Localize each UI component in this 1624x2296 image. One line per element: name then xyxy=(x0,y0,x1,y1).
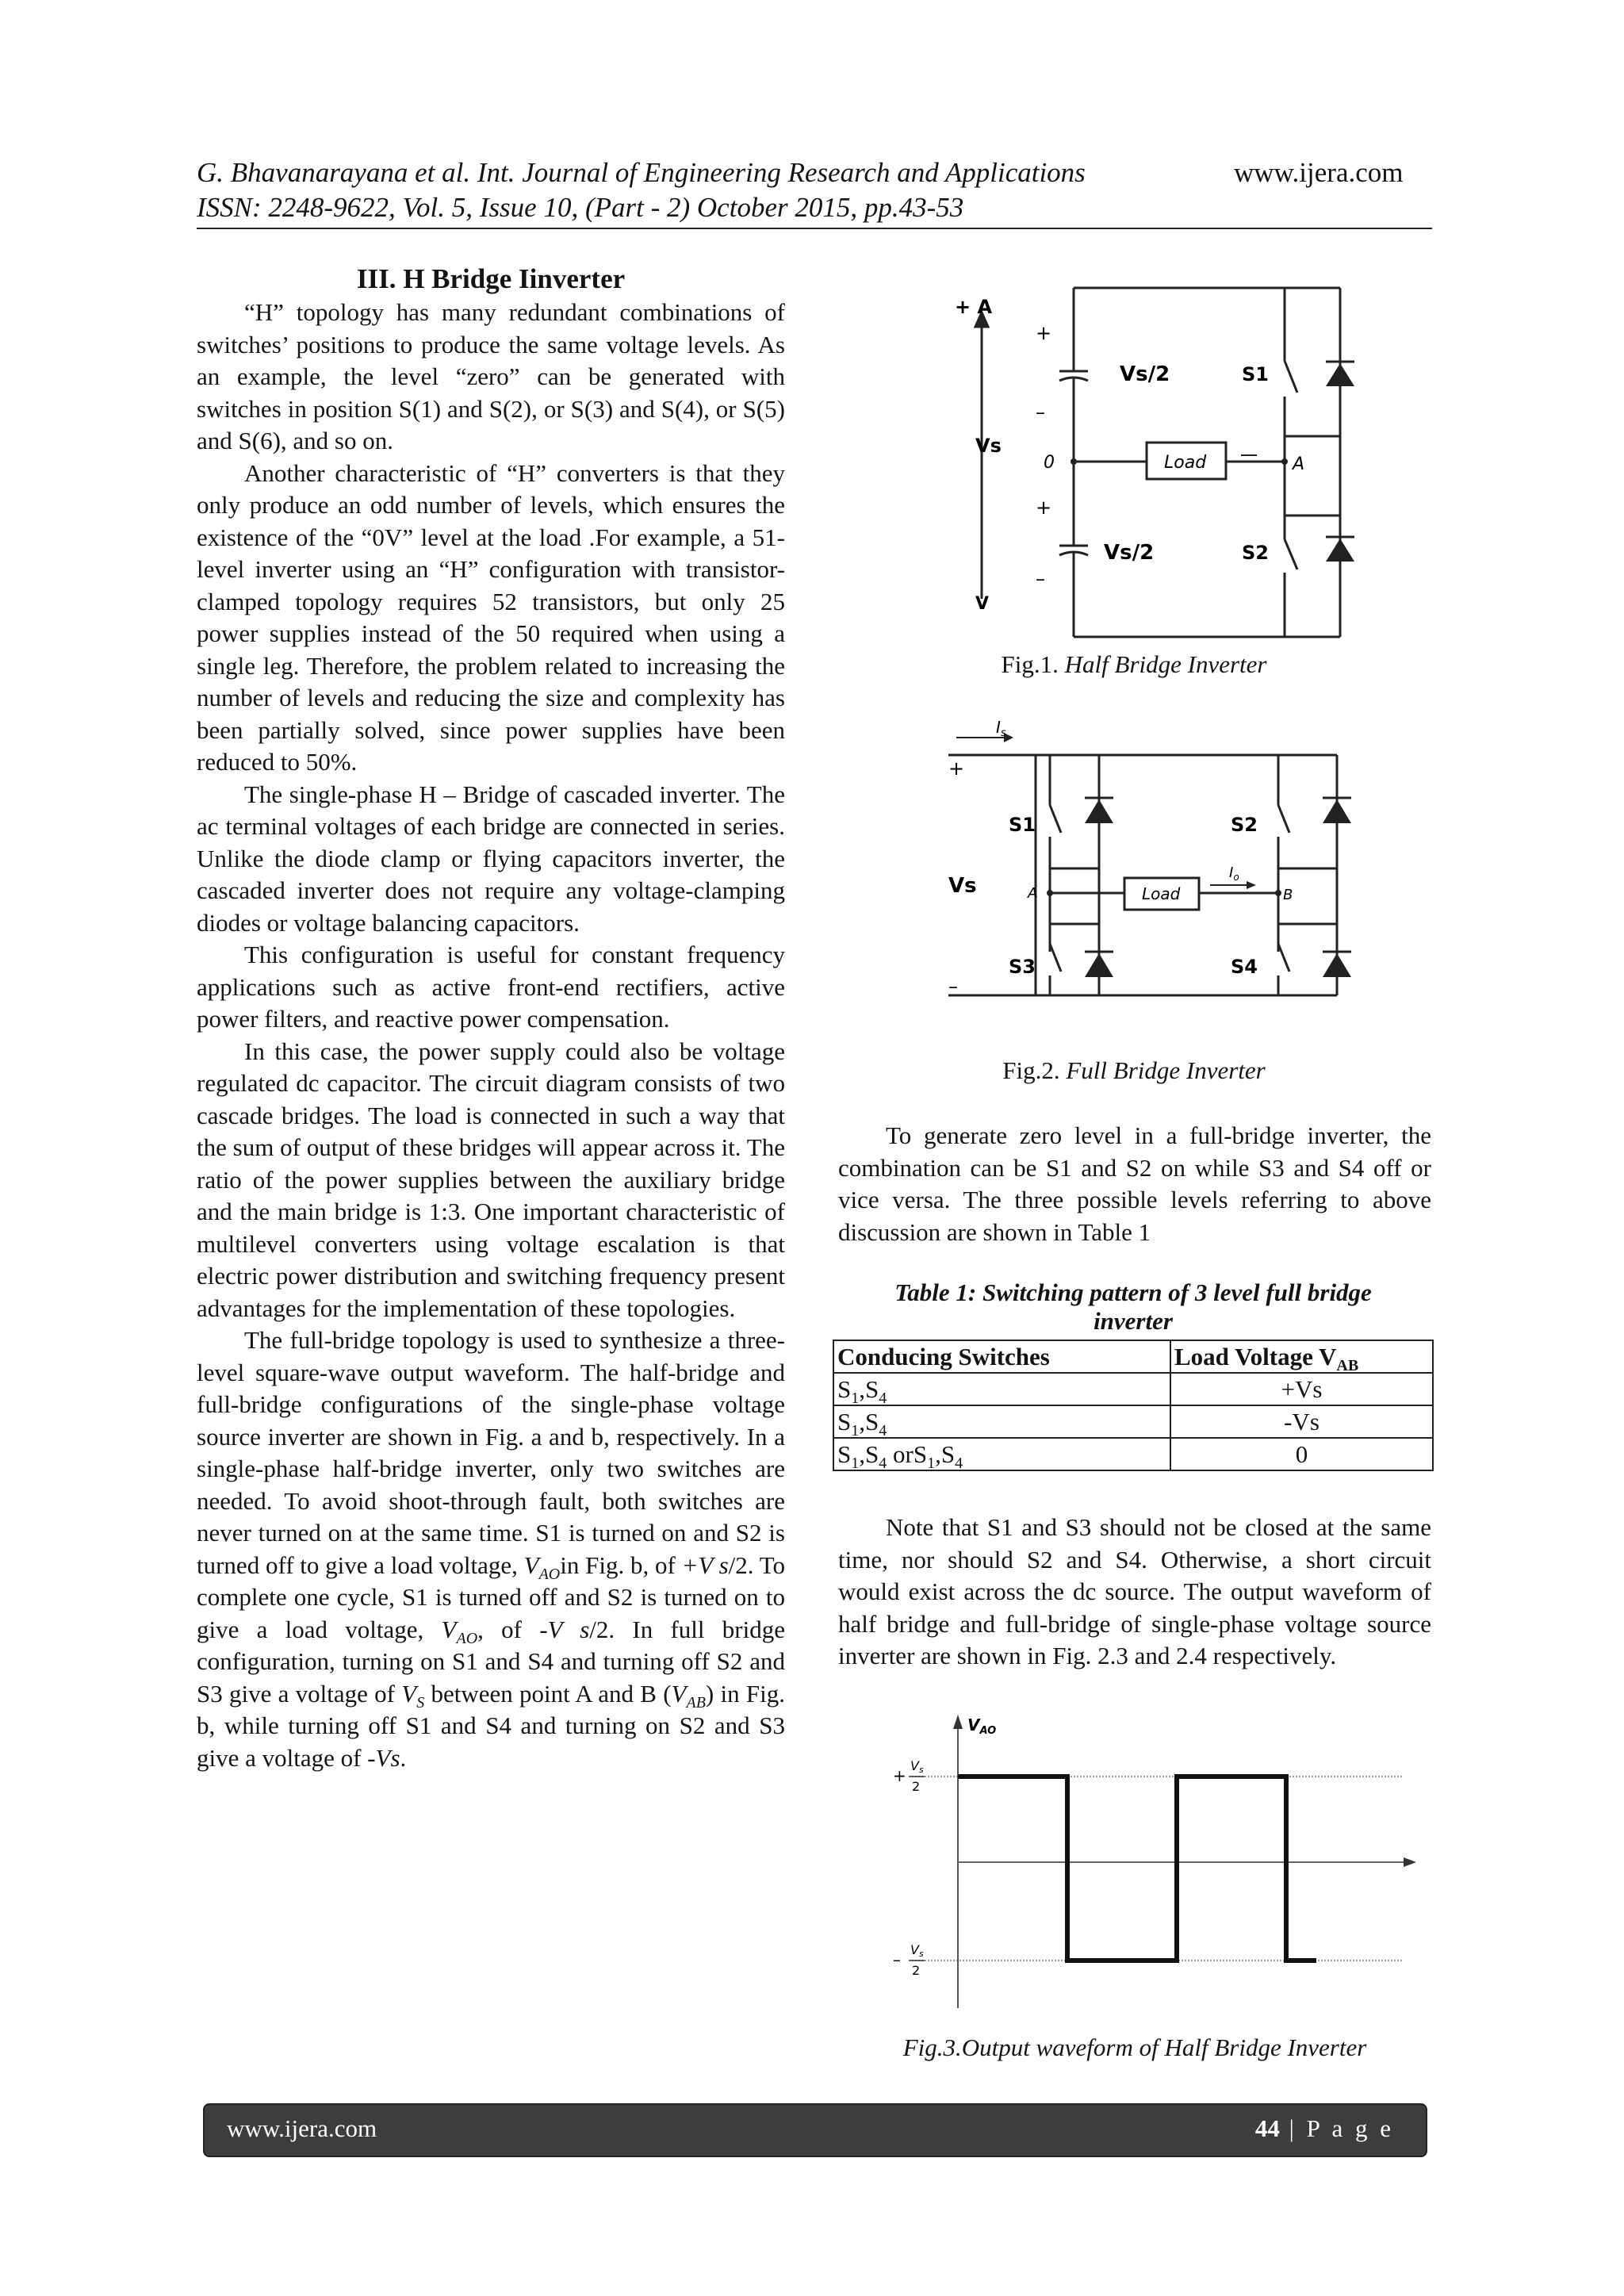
symbol: $V_{AO}$ xyxy=(523,1550,561,1583)
table-row xyxy=(833,1405,1433,1438)
fig1-caption: Fig.1. Half Bridge Inverter xyxy=(1001,650,1267,678)
issn-line: ISSN: 2248-9622, Vol. 5, Issue 10, (Part - 2) October 2015, pp.43-53 xyxy=(197,192,964,223)
polarity-plus: + xyxy=(948,757,965,780)
switching-table xyxy=(833,1340,1434,1471)
diode-icon xyxy=(1085,799,1113,823)
table-cell: $S_1,S_4$ $orS_1,S_4$ xyxy=(833,1438,1170,1470)
axis-arrow-icon xyxy=(1404,1857,1416,1867)
arrow-icon xyxy=(1247,881,1256,889)
paragraph: The single-phase H – Bridge of cascaded inverter. The ac terminal voltages of each bridge are connected in series. Unlike the diode clamp or flying capacitors inverter, the cascaded inverter does not require any voltage-clamping diodes or voltage balancing capacitors. xyxy=(197,780,785,937)
table-header-row xyxy=(833,1340,1433,1373)
axis-arrow-icon xyxy=(953,1715,963,1729)
switch-label: S1 xyxy=(1242,363,1269,385)
text-run: , of - xyxy=(477,1615,548,1643)
text-run: The full-bridge topology is used to synthesize a three-level square-wave output waveform. The half-bridge and full-bridge configurations of the single-phase voltage source inverter are shown in Fig. a and b, respectively. In a single-phase half-bridge inverter, only two switches are needed. To avoid shoot-through fault, both switches are never turned on at the same time. S1 is turned on and S2 is turned off to give a load voltage, xyxy=(197,1326,785,1579)
polarity-minus: – xyxy=(1036,568,1045,590)
node-label: 0 xyxy=(1044,453,1055,473)
switch-label: S3 xyxy=(1009,956,1036,978)
current-label: $I_o$ xyxy=(1229,864,1239,883)
tick-label-bottom: Vs xyxy=(910,1942,924,1959)
waveform-chart xyxy=(888,1713,1427,2014)
square-wave xyxy=(958,1777,1316,1961)
symbol: Vs xyxy=(375,1743,400,1772)
node-label: B xyxy=(1283,887,1293,903)
paragraph: Note that S1 and S3 should not be closed at the same time, nor should S2 and S4. Otherwise, a short circuit would exist across the dc source. The output waveform of half bridge and full-bridge of single-phase voltage source inverter are shown in Fig. 2.3 and 2.4 respectively. xyxy=(838,1513,1431,1669)
source-label: Vs xyxy=(948,874,977,898)
table-cell: $S_1,S_4$ xyxy=(833,1405,1170,1438)
table-cell: 0 xyxy=(1170,1438,1433,1470)
column-header: Conducing Switches xyxy=(833,1340,1170,1373)
load-label: Load xyxy=(1142,884,1181,903)
symbol: +V s xyxy=(681,1550,729,1579)
diode-icon xyxy=(1326,363,1354,386)
column-header: Load Voltage $V_{AB}$ xyxy=(1170,1340,1433,1373)
node-label: A xyxy=(1293,454,1305,474)
text-run: in Fig. b, of xyxy=(560,1550,682,1579)
node-label: V xyxy=(975,594,990,614)
text-run: ) in Fig. b, while turning off S1 and S4 and turning on S2 and S3 give a voltage of - xyxy=(197,1679,785,1772)
symbol: $V_S$ xyxy=(401,1679,425,1711)
load-label: Load xyxy=(1164,453,1207,473)
source-label: Vs xyxy=(975,435,1002,457)
paragraph: This configuration is useful for constant frequency applications such as active front-end rectifiers, active power filters, and reactive power compensation. xyxy=(197,941,785,1033)
switch-label: S1 xyxy=(1009,814,1036,836)
table-row xyxy=(833,1373,1433,1405)
page-number: 44 | P a g e xyxy=(1254,2114,1394,2142)
y-axis-label: $V_{AO}$ xyxy=(967,1715,997,1737)
switch-label: S4 xyxy=(1231,956,1258,978)
table-cell: $S_1,S_4$ xyxy=(833,1373,1170,1405)
full-bridge-diagram xyxy=(948,714,1361,1027)
paragraph: To generate zero level in a full-bridge inverter, the combination can be S1 and S2 on while S3 and S4 off or vice versa. The three possible levels referring to above discussion are shown in Table 1 xyxy=(838,1121,1431,1246)
fig3-caption: Fig.3.Output waveform of Half Bridge Inverter xyxy=(902,2033,1367,2061)
table-cell: +Vs xyxy=(1170,1373,1433,1405)
text-run: /2. In full bridge configuration, turning on S1 and S4 and turning off S2 and S3 give a voltage of xyxy=(197,1615,785,1708)
diode-icon xyxy=(1323,799,1351,823)
tick-label-top-den: 2 xyxy=(912,1779,921,1794)
table-title xyxy=(833,1278,1434,1336)
paragraph: “H” topology has many redundant combinations of switches’ positions to produce the same voltage levels. As an example, the level “zero” can be generated with switches in position S(1) and S(2), or S(3) and S(4), or S(5) and S(6), and so on. xyxy=(197,298,785,454)
diode-icon xyxy=(1323,953,1351,977)
paragraph: Another characteristic of “H” converters is that they only produce an odd number of levels, which ensures the existence of the “0V” level at the load .For example, a 51-level inverter using an “H” configuration with transistor-clamped topology requires 52 transistors, but only 25 power supplies instead of the 50 required when using a single leg. Therefore, the problem related to increasing the number of levels and reducing the size and complexity has been partially solved, since power supplies have been reduced to 50%. xyxy=(197,458,785,776)
tick-label-top: Vs xyxy=(910,1758,924,1775)
footer-website[interactable]: www.ijera.com xyxy=(227,2114,377,2142)
right-paragraph-2 xyxy=(838,1512,1431,1673)
node-label: A xyxy=(1028,885,1038,902)
table-row xyxy=(833,1438,1433,1470)
table-title-line: inverter xyxy=(1094,1307,1173,1335)
journal-header: G. Bhavanarayana et al. Int. Journal of Engineering Research and Applications xyxy=(197,157,1086,188)
table-cell: -Vs xyxy=(1170,1405,1433,1438)
paragraph: In this case, the power supply could also be voltage regulated dc capacitor. The circuit diagram consists of two cascade bridges. The load is connected in such a way that the sum of output of these bridges will appear across it. The ratio of the power supplies between the auxiliary bridge and the main bridge is 1:3. One important characteristic of multilevel converters using voltage escalation is that electric power distribution and switching frequency present advantages for the implementation of these topologies. xyxy=(197,1037,785,1322)
capacitor-label: Vs/2 xyxy=(1120,362,1170,386)
tick-label-bottom-den: 2 xyxy=(912,1963,921,1978)
half-bridge-diagram xyxy=(944,286,1388,650)
polarity-plus: + xyxy=(1036,322,1052,344)
text-run: . xyxy=(400,1743,407,1772)
node-label: + A xyxy=(955,296,993,318)
polarity-plus: + xyxy=(1036,496,1052,519)
symbol: V s xyxy=(547,1615,590,1643)
text-run: /2. To complete one cycle, S1 is turned off and S2 is turned on to give a load voltage, xyxy=(197,1550,785,1643)
capacitor-label: Vs/2 xyxy=(1104,541,1155,565)
header-rule xyxy=(197,228,1432,229)
fig2-caption: Fig.2. Full Bridge Inverter xyxy=(1002,1056,1266,1084)
tick-sign: – xyxy=(893,1950,901,1969)
switch-label: S2 xyxy=(1231,814,1258,836)
table-title-line: Table 1: Switching pattern of 3 level full bridge xyxy=(894,1278,1372,1306)
text-run: between point A and B ( xyxy=(424,1679,672,1708)
current-label: $I_s$ xyxy=(996,718,1006,739)
paragraph-bridge xyxy=(197,1324,785,1774)
symbol: $V_{AB}$ xyxy=(671,1679,706,1711)
header-website[interactable]: www.ijera.com xyxy=(1234,157,1404,188)
switch-label: S2 xyxy=(1242,542,1269,564)
tick-sign: + xyxy=(893,1766,906,1785)
left-column xyxy=(197,262,785,1774)
polarity-minus: – xyxy=(948,976,958,998)
section-title: III. H Bridge Iinverter xyxy=(356,263,626,294)
page-footer xyxy=(203,2103,1427,2157)
symbol: $V_{AO}$ xyxy=(441,1615,478,1647)
polarity-minus: – xyxy=(1036,401,1045,424)
diode-icon xyxy=(1326,539,1354,562)
right-paragraph-1 xyxy=(838,1120,1431,1248)
diode-icon xyxy=(1085,953,1113,977)
